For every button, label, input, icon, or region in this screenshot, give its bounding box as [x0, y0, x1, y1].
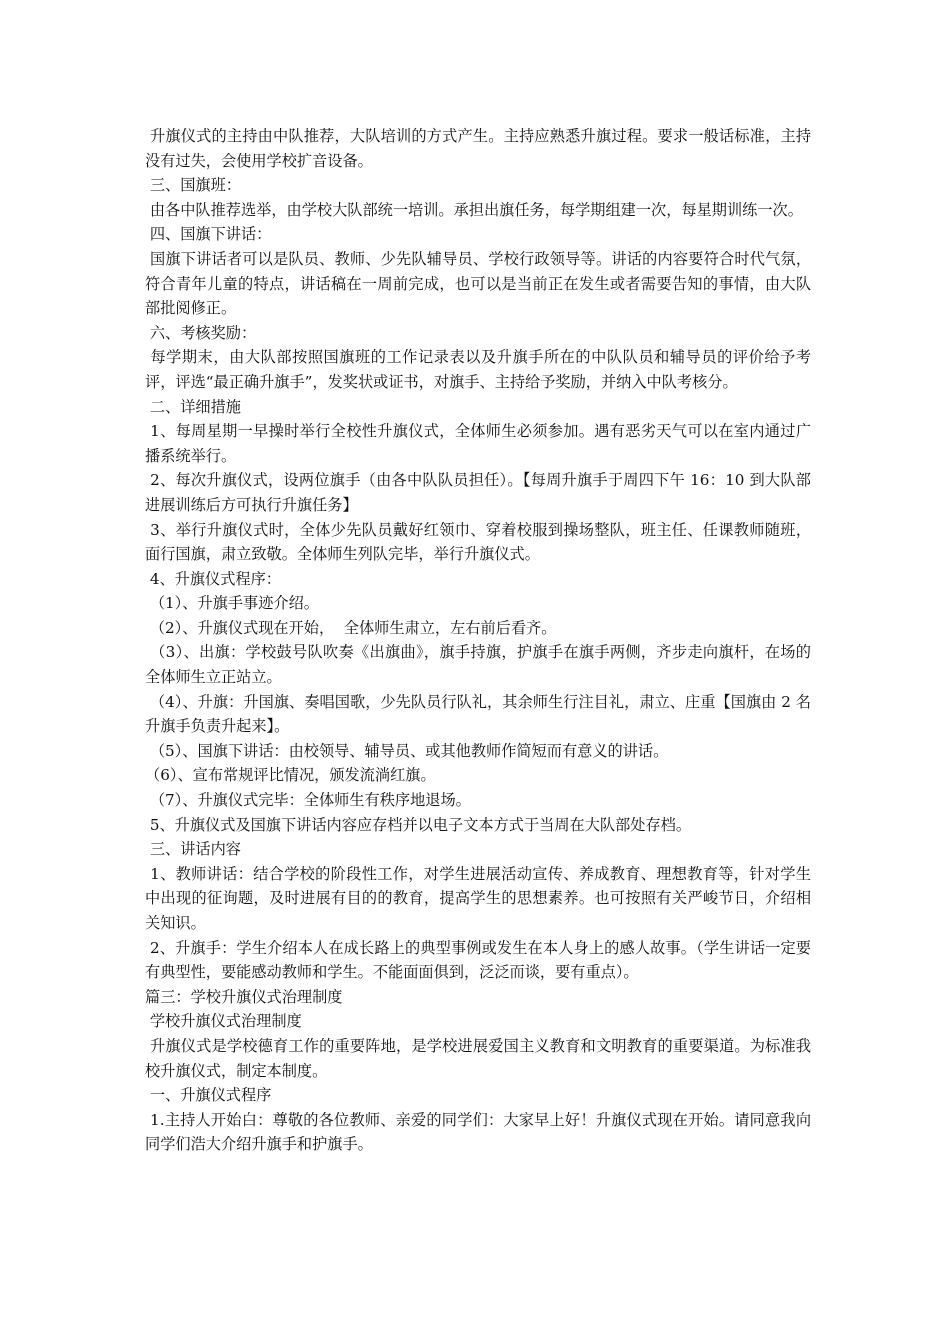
paragraph-measure-5: 5、升旗仪式及国旗下讲话内容应存档并以电子文本方式于当周在大队部处存档。	[145, 815, 692, 834]
paragraph-flag-team: 由各中队推荐选举，由学校大队部统一培训。承担出旗任务，每学期组建一次，每星期训练一次。	[145, 200, 803, 219]
paragraph-intro: 升旗仪式是学校德育工作的重要阵地，是学校进展爱国主义教育和文明教育的重要渠道。为标准我校升旗仪式，制定本制度。	[145, 1036, 812, 1080]
paragraph-flag-bearer-speech: 2、升旗手：学生介绍本人在成长路上的典型事例或发生在本人身上的感人故事。（学生讲话一定要有典型性，要能感动教师和学生。不能面面俱到，泛泛而谈，要有重点）。	[145, 938, 811, 982]
paragraph-assessment: 每学期末，由大队部按照国旗班的工作记录表以及升旗手所在的中队队员和辅导员的评价给予考评，评选“最正确升旗手”，发奖状或证书，对旗手、主持给予奖励，并纳入中队考核分。	[145, 348, 812, 391]
heading-flag-team: 三、国旗班：	[145, 176, 241, 195]
paragraph-host-selection: 升旗仪式的主持由中队推荐，大队培训的方式产生。主持应熟悉升旗过程。要求一般话标准，主持没有过失，会使用学校扩音设备。	[145, 127, 812, 170]
paragraph-host-opening: 1.主持人开始白：尊敬的各位教师、亲爱的同学们：大家早上好！升旗仪式现在开始。请同意我向同学们浩大介绍升旗手和护旗手。	[145, 1110, 812, 1154]
paragraph-flag-speech: 国旗下讲话者可以是队员、教师、少先队辅导员、学校行政领导等。讲话的内容要符合时代气氛，符合青年儿童的特点，讲话稿在一周前完成，也可以是当前正在发生或者需要告知的事情，由大队部批阅修正。	[145, 249, 812, 318]
procedure-step-1: （1）、升旗手事迹介绍。	[145, 594, 319, 613]
procedure-step-7: （7）、升旗仪式完毕：全体师生有秩序地退场。	[145, 791, 471, 810]
document-page	[145, 124, 811, 1157]
heading-flag-speech: 四、国旗下讲话：	[145, 225, 272, 244]
heading-procedure: 一、升旗仪式程序	[145, 1086, 272, 1105]
paragraph-measure-4: 4、升旗仪式程序：	[145, 569, 281, 588]
procedure-step-2: （2）、升旗仪式现在开始， 全体师生肃立，左右前后看齐。	[145, 618, 557, 637]
document-title: 学校升旗仪式治理制度	[145, 1012, 302, 1031]
procedure-step-3: （3）、出旗：学校鼓号队吹奏《出旗曲》，旗手持旗，护旗手在旗手两侧，齐步走向旗杆，在场的全体师生立正站立。	[145, 643, 811, 687]
paragraph-measure-2: 2、每次升旗仪式，设两位旗手（由各中队队员担任）。【每周升旗手于周四下午 16：10 到大队部进展训练后方可执行升旗任务】	[145, 471, 811, 514]
heading-assessment: 六、考核奖励：	[145, 323, 257, 342]
heading-measures: 二、详细措施	[145, 397, 241, 416]
paragraph-teacher-speech: 1、教师讲话：结合学校的阶段性工作，对学生进展活动宣传、养成教育、理想教育等，针对学生中出现的征询题，及时进展有目的的教育，提高学生的思想素养。也可按照有关严峻节日，介绍相关知识。	[145, 864, 812, 932]
procedure-step-6: （6）、宣布常规评比情况，颁发流淌红旗。	[145, 766, 436, 785]
procedure-step-5: （5）、国旗下讲话：由校领导、辅导员、或其他教师作简短而有意义的讲话。	[145, 741, 669, 760]
paragraph-measure-1: 1、每周星期一早操时举行全校性升旗仪式，全体师生必须参加。遇有恶劣天气可以在室内通过广播系统举行。	[145, 422, 812, 465]
heading-speech-content: 三、讲话内容	[145, 840, 241, 859]
paragraph-measure-3: 3、举行升旗仪式时，全体少先队员戴好红领巾、穿着校服到操场整队，班主任、任课教师随班，面行国旗，肃立致敬。全体师生列队完毕，举行升旗仪式。	[145, 520, 812, 564]
chapter-heading: 篇三：学校升旗仪式治理制度	[145, 987, 343, 1006]
procedure-step-4: （4）、升旗：升国旗、奏唱国歌，少先队员行队礼，其余师生行注目礼，肃立、庄重【国旗由 2 名升旗手负责升起来】。	[145, 692, 811, 736]
